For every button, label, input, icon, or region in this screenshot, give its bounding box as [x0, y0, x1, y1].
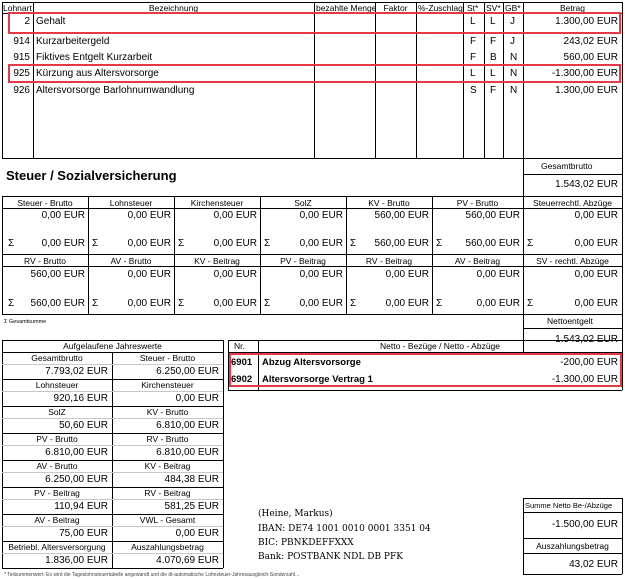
annual-right-label: VWL - Gesamt: [139, 515, 196, 525]
tax-header: Lohnsteuer: [109, 198, 153, 208]
highlight-box: [229, 353, 622, 387]
header-bezeichnung: Bezeichnung: [148, 3, 199, 13]
summe-netto-label: Summe Netto Be-/Abzüge: [525, 501, 613, 510]
tax-header: Steuerrechtl. Abzüge: [533, 198, 612, 208]
divider: [2, 406, 223, 407]
annual-left-value: 7.793,02 EUR: [45, 366, 108, 377]
annual-right-value: 4.070,69 EUR: [156, 555, 219, 566]
row-st: S: [470, 85, 477, 96]
summe-netto-value: -1.500,00 EUR: [551, 519, 618, 530]
tax-value: 560,00 EUR: [465, 210, 520, 221]
row-sv: B: [490, 52, 497, 63]
auszahlung-label: Auszahlungsbetrag: [536, 541, 609, 551]
annual-left-value: 75,00 EUR: [59, 528, 108, 539]
tax-header: PV - Beitrag: [280, 256, 326, 266]
annual-right-value: 0,00 EUR: [175, 528, 219, 539]
row-bezeichnung: Altersvorsorge Barlohnumwandlung: [36, 85, 195, 96]
sigma-icon: Σ: [436, 238, 443, 249]
annual-left-label: Betriebl. Altersversorgung: [8, 542, 106, 552]
row-sv: F: [490, 85, 497, 96]
annual-right-value: 0,00 EUR: [175, 393, 219, 404]
tax-value: 0,00 EUR: [41, 210, 85, 221]
highlight-box: [8, 64, 621, 83]
tax-value: 0,00 EUR: [213, 269, 257, 280]
divider: [2, 499, 223, 500]
row-st: F: [470, 52, 477, 63]
tax-sum: 0,00 EUR: [127, 298, 171, 309]
annual-left-label: Lohnsteuer: [35, 380, 79, 390]
tax-sum: 0,00 EUR: [299, 298, 343, 309]
header-betrag: Betrag: [559, 3, 586, 13]
divider: [2, 364, 223, 365]
tax-value: 0,00 EUR: [476, 269, 520, 280]
row-gb: J: [510, 16, 515, 27]
annual-right-label: RV - Beitrag: [144, 488, 191, 498]
tax-sum: 0,00 EUR: [41, 238, 85, 249]
bank-name: (Heine, Markus): [258, 509, 333, 519]
tax-value: 0,00 EUR: [127, 210, 171, 221]
divider: [2, 418, 223, 419]
divider: [2, 445, 223, 446]
annual-left-label: AV - Beitrag: [34, 515, 80, 525]
tax-header: PV - Brutto: [456, 198, 499, 208]
tax-header: AV - Brutto: [110, 256, 152, 266]
annual-left-value: 920,16 EUR: [53, 393, 108, 404]
nettoentgelt-value: 1.543,02 EUR: [555, 334, 618, 345]
annual-left-label: Gesamtbrutto: [31, 353, 83, 363]
sigma-icon: Σ: [527, 298, 534, 309]
divider: [2, 391, 223, 392]
row-lohnart: 926: [13, 85, 30, 96]
annual-left-value: 6.250,00 EUR: [45, 474, 108, 485]
annual-left-label: SolZ: [48, 407, 66, 417]
header-sv: SV*: [486, 3, 501, 13]
bank-iban: IBAN: DE74 1001 0010 0001 3351 04: [258, 524, 431, 534]
tax-value: 560,00 EUR: [30, 269, 85, 280]
header-faktor: Faktor: [383, 3, 408, 13]
sigma-icon: Σ: [92, 238, 99, 249]
netto-nr: 6902: [231, 374, 253, 385]
header-st: St*: [467, 3, 479, 13]
tax-header: RV - Beitrag: [365, 256, 413, 266]
row-sv: L: [490, 68, 496, 79]
tax-sum: 0,00 EUR: [574, 298, 618, 309]
tax-sum: 0,00 EUR: [213, 238, 257, 249]
sigma-icon: Σ: [350, 238, 357, 249]
sigma-icon: Σ: [264, 298, 271, 309]
tax-sum: 0,00 EUR: [476, 298, 520, 309]
annual-left-label: PV - Brutto: [36, 434, 78, 444]
tax-header: KV - Brutto: [368, 198, 410, 208]
sigma-icon: Σ: [8, 298, 15, 309]
tax-sum: 0,00 EUR: [127, 238, 171, 249]
divider: [2, 553, 223, 554]
row-gb: N: [510, 85, 518, 96]
tax-value: 0,00 EUR: [213, 210, 257, 221]
divider: [2, 433, 223, 434]
nettoentgelt-label: Nettoentgelt: [547, 316, 593, 326]
tax-header: RV - Brutto: [24, 256, 66, 266]
sigma-icon: Σ: [436, 298, 443, 309]
annual-right-label: KV - Beitrag: [144, 461, 191, 471]
gesamtsumme-note: Σ Gesamtsumme: [4, 319, 47, 325]
annual-right-value: 6.810,00 EUR: [156, 420, 219, 431]
netto-title: Netto - Bezüge / Netto - Abzüge: [379, 341, 500, 351]
bank-bic: BIC: PBNKDEFFXXX: [258, 538, 354, 548]
netto-value: -1.300,00 EUR: [551, 374, 618, 385]
tax-sum: 0,00 EUR: [213, 298, 257, 309]
annual-left-label: PV - Beitrag: [34, 488, 80, 498]
annual-left-value: 6.810,00 EUR: [45, 447, 108, 458]
auszahlung-value: 43,02 EUR: [569, 559, 618, 570]
tax-value: 0,00 EUR: [299, 269, 343, 280]
annual-right-label: Auszahlungsbetrag: [131, 542, 204, 552]
tax-value: 560,00 EUR: [374, 210, 429, 221]
header-lohnart: Lohnart: [3, 3, 32, 13]
row-betrag: 243,02 EUR: [563, 36, 618, 47]
sigma-icon: Σ: [8, 238, 15, 249]
tax-header: Steuer - Brutto: [17, 198, 73, 208]
netto-value: -200,00 EUR: [560, 357, 618, 368]
row-gb: J: [510, 36, 515, 47]
tax-sum: 560,00 EUR: [465, 238, 520, 249]
tax-sum: 560,00 EUR: [374, 238, 429, 249]
section-title: Steuer / Sozialversicherung: [6, 168, 177, 183]
row-betrag: 1.300,00 EUR: [555, 16, 618, 27]
sigma-icon: Σ: [178, 238, 185, 249]
tax-value: 0,00 EUR: [385, 269, 429, 280]
highlight-box: [8, 12, 621, 34]
row-betrag: -1.300,00 EUR: [551, 68, 618, 79]
gesamtbrutto-label: Gesamtbrutto: [541, 161, 593, 171]
header-gb: GB*: [505, 3, 521, 13]
tax-sum: 0,00 EUR: [299, 238, 343, 249]
netto-label: Abzug Altersvorsorge: [262, 357, 361, 368]
annual-right-label: RV - Brutto: [146, 434, 189, 444]
sigma-icon: Σ: [350, 298, 357, 309]
annual-left-value: 110,94 EUR: [54, 501, 108, 512]
annual-left-value: 50,60 EUR: [59, 420, 108, 431]
annual-right-value: 581,25 EUR: [164, 501, 219, 512]
tax-sum: 0,00 EUR: [385, 298, 429, 309]
gesamtbrutto-value: 1.543,02 EUR: [555, 179, 618, 190]
bank-name-line: Bank: POSTBANK NDL DB PFK: [258, 552, 403, 562]
netto-nr: 6901: [231, 357, 253, 368]
sigma-icon: Σ: [92, 298, 99, 309]
row-lohnart: 915: [13, 52, 30, 63]
annual-right-value: 6.810,00 EUR: [156, 447, 219, 458]
annual-right-label: Kirchensteuer: [141, 380, 194, 390]
row-gb: N: [510, 52, 518, 63]
header-bezahlte-menge: bezahlte Menge: [316, 3, 377, 13]
tax-value: 0,00 EUR: [127, 269, 171, 280]
row-st: L: [470, 16, 476, 27]
tax-sum: 560,00 EUR: [30, 298, 85, 309]
row-lohnart: 925: [13, 68, 30, 79]
row-lohnart: 2: [24, 16, 30, 27]
tax-sum: 0,00 EUR: [574, 238, 618, 249]
annual-right-value: 484,38 EUR: [164, 474, 219, 485]
sigma-icon: Σ: [178, 298, 185, 309]
row-bezeichnung: Fiktives Entgelt Kurzarbeit: [36, 52, 153, 63]
row-betrag: 1.300,00 EUR: [555, 85, 618, 96]
annual-right-value: 6.250,00 EUR: [156, 366, 219, 377]
tax-header: KV - Beitrag: [194, 256, 240, 266]
row-bezeichnung: Kürzung aus Altersvorsorge: [36, 68, 159, 79]
tax-value: 0,00 EUR: [574, 210, 618, 221]
annual-right-label: KV - Brutto: [146, 407, 189, 417]
annual-left-value: 1.836,00 EUR: [45, 555, 108, 566]
row-sv: F: [490, 36, 497, 47]
netto-nr-header: Nr.: [234, 341, 245, 351]
tax-header: AV - Beitrag: [454, 256, 501, 266]
tax-value: 0,00 EUR: [299, 210, 343, 221]
sigma-icon: Σ: [264, 238, 271, 249]
header-zuschlag: %-Zuschlag: [418, 3, 463, 13]
row-sv: L: [490, 16, 496, 27]
annual-left-label: AV - Brutto: [36, 461, 78, 471]
tax-header: SV - rechtl. Abzüge: [536, 256, 609, 266]
sigma-icon: Σ: [527, 238, 534, 249]
row-lohnart: 914: [13, 36, 30, 47]
divider: [2, 526, 223, 527]
tax-value: 0,00 EUR: [574, 269, 618, 280]
row-st: L: [470, 68, 476, 79]
divider: [2, 472, 223, 473]
footnote: * Teilsummenwert: Es wird die Tageslohnsteuertabelle angewandt und die dt-automatische Lohnsteuer-Jahresausgleich-Sonderzahl...: [4, 572, 300, 578]
netto-label: Altersvorsorge Vertrag 1: [262, 374, 373, 385]
tax-header: SolZ: [294, 198, 312, 208]
annual-title: Aufgelaufene Jahreswerte: [63, 341, 162, 351]
row-bezeichnung: Gehalt: [36, 16, 66, 27]
tax-header: Kirchensteuer: [190, 198, 244, 208]
row-st: F: [470, 36, 477, 47]
annual-right-label: Steuer - Brutto: [139, 353, 196, 363]
row-gb: N: [510, 68, 518, 79]
row-bezeichnung: Kurzarbeitergeld: [36, 36, 110, 47]
row-betrag: 560,00 EUR: [563, 52, 618, 63]
